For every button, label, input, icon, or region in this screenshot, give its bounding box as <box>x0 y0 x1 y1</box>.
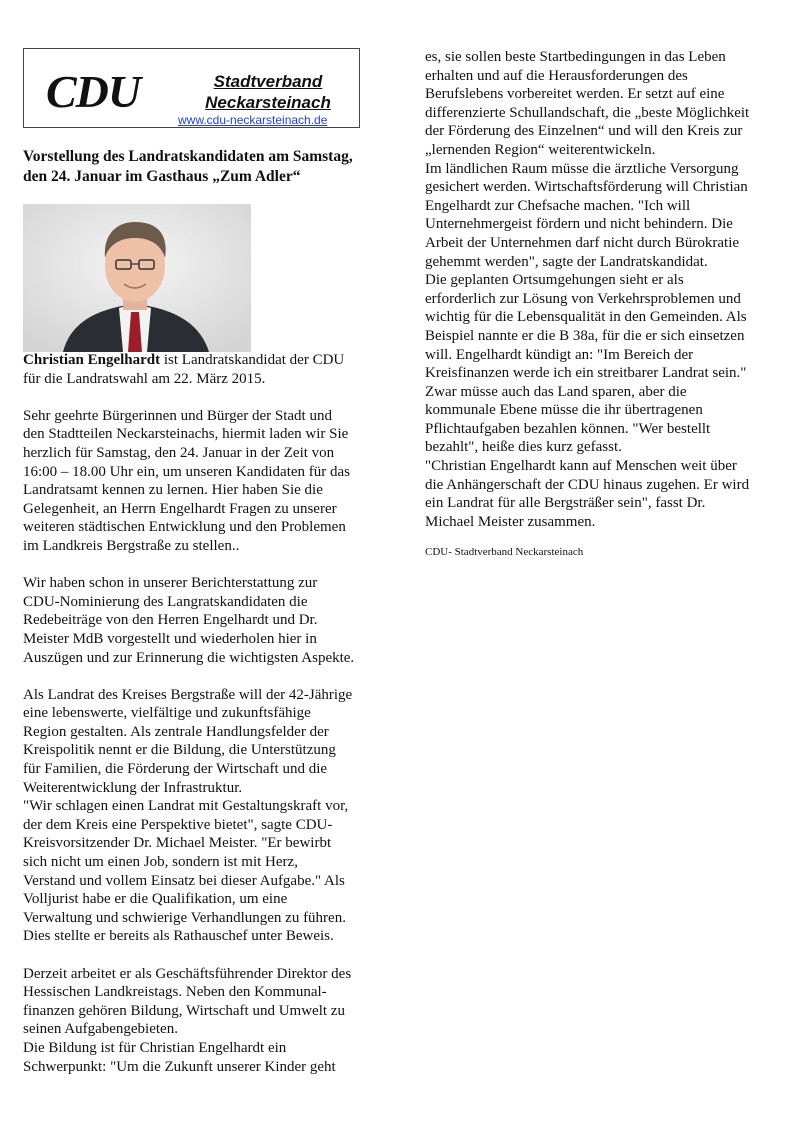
text-line: Dies stellte er bereits als Rathauschef unter Beweis. <box>23 928 334 945</box>
text-line: für Familien, die Förderung der Wirtschaft und die <box>23 761 328 778</box>
candidate-name: Christian Engelhardt <box>23 352 161 368</box>
candidate-photo <box>23 204 251 352</box>
text-line: Schwerpunkt: "Um die Zukunft unserer Kinder geht <box>23 1058 336 1075</box>
text-line: für die Landratswahl am 22. März 2015. <box>23 370 266 387</box>
paragraph <box>23 407 383 556</box>
text-line: Auszügen und zur Erinnerung die wichtigsten Aspekte. <box>23 649 355 666</box>
text-line: Michael Meister zusammen. <box>425 513 596 530</box>
text-line: erhalten und auf die Herausforderungen des <box>425 67 688 84</box>
text-line: weiteren städtischen Entwicklung und den Problemen <box>23 519 346 536</box>
text-line: Region gestalten. Als zentrale Handlungsfelder der <box>23 723 329 740</box>
text-line: im Landkreis Bergstraße zu stellen.. <box>23 537 240 554</box>
text-line: Sehr geehrte Bürgerinnen und Bürger der Stadt und <box>23 407 332 424</box>
text-line: Kreispolitik nennt er die Bildung, die Unterstützung <box>23 742 336 759</box>
text-line: Hessischen Landkreistags. Neben den Kommunal- <box>23 984 327 1001</box>
text-line: Im ländlichen Raum müsse die ärztliche Versorgung <box>425 160 739 177</box>
text-line: eine lebenswerte, vielfältige und zukunftsfähige <box>23 705 311 722</box>
text-line: gehemmt werden", sagte der Landratskandidat. <box>425 253 708 270</box>
text-line: die Anhängerschaft der CDU hinaus zugehen. Er wird <box>425 476 750 493</box>
text-line: finanzen gehören Bildung, Wirtschaft und Umwelt zu <box>23 1002 345 1019</box>
text-line: Berufslebens vorbereitet werden. Er setzt auf eine <box>425 86 725 103</box>
paragraph <box>23 686 383 946</box>
text-line: Kreisfinanzen werde ich ein streitbarer Landrat sein." <box>425 365 747 382</box>
text-line: den Stadtteilen Neckarsteinachs, hiermit laden wir Sie <box>23 426 349 443</box>
text-line: Kreisvorsitzender Dr. Michael Meister. "Er bewirbt <box>23 835 332 852</box>
right-column <box>425 48 780 559</box>
headline-line-1: Vorstellung des Landratskandidaten am Samstag, <box>23 148 353 165</box>
text-line: der Förderung des Einzelnen“ und will den Kreis zur <box>425 123 743 140</box>
text-line: differenzierte Schullandschaft, die „beste Möglichkeit <box>425 104 750 121</box>
text-line: Die geplanten Ortsumgehungen sieht er als <box>425 272 684 289</box>
text-line: Volljurist habe er die Qualifikation, um eine <box>23 891 288 908</box>
text-line: „lernenden Region“ weiterentwickeln. <box>425 141 656 158</box>
org-line-2: Neckarsteinach <box>205 93 331 112</box>
paragraph <box>23 351 383 388</box>
paragraph <box>425 48 780 531</box>
text-line: ein Landrat für alle Bergsträßer sein", fasst Dr. <box>425 495 706 512</box>
paragraph <box>23 965 383 1077</box>
text-line: Gelegenheit, an Herrn Engelhardt Fragen zu unserer <box>23 500 337 517</box>
text-line: gesichert werden. Wirtschaftsförderung will Christian <box>425 179 748 196</box>
org-name <box>190 71 346 113</box>
header-box <box>23 48 360 128</box>
text-line: Weiterentwicklung der Infrastruktur. <box>23 779 243 796</box>
text-line: Christian Engelhardt ist Landratskandidat der CDU <box>23 352 345 368</box>
text-line: seinen Aufgabengebieten. <box>23 1021 178 1038</box>
text-line: 16:00 – 18.00 Uhr ein, um unseren Kandidaten für das <box>23 463 351 480</box>
org-line-1: Stadtverband <box>213 72 323 91</box>
text-line: Landratsamt kennen zu lernen. Hier haben Sie die <box>23 482 323 499</box>
headline-line-2: den 24. Januar im Gasthaus „Zum Adler“ <box>23 168 301 185</box>
text-line: Pflichtaufgaben bezahlen können. "Wer bestellt <box>425 420 711 437</box>
text-line: Derzeit arbeitet er als Geschäftsführender Direktor des <box>23 965 352 982</box>
text-line: Als Landrat des Kreises Bergstraße will der 42-Jährige <box>23 686 353 703</box>
paragraph <box>23 574 383 667</box>
left-column <box>23 351 383 1076</box>
text-line: sich nicht um einen Job, sondern ist mit Herz, <box>23 854 298 871</box>
text-line: kommunale Ebene müsse die ihr übertragenen <box>425 402 703 419</box>
footer-note: CDU- Stadtverband Neckarsteinach <box>425 546 584 559</box>
text-line: erforderlich zur Lösung von Verkehrsproblemen und <box>425 290 741 307</box>
website-link[interactable]: www.cdu-neckarsteinach.de <box>178 113 328 127</box>
text-line: Zwar müsse auch das Land sparen, aber die <box>425 383 687 400</box>
headline <box>23 147 373 187</box>
cdu-logo: CDU <box>46 66 141 117</box>
text-line: Beispiel nannte er die B 38a, für die er sich einsetzen <box>425 327 745 344</box>
text-line: es, sie sollen beste Startbedingungen in das Leben <box>425 49 726 65</box>
text-line: Engelhardt zur Chefsache machen. "Ich will <box>425 197 691 214</box>
text-line: CDU-Nominierung des Langratskandidaten die <box>23 593 308 610</box>
text-line: Arbeit der Unternehmen darf nicht durch Bürokratie <box>425 234 740 251</box>
text-line: "Christian Engelhardt kann auf Menschen weit über <box>425 458 737 475</box>
text-line: herzlich für Samstag, den 24. Januar in der Zeit von <box>23 444 335 461</box>
text-line: wichtig für die Lebensqualität in den Gemeinden. Als <box>425 309 747 326</box>
text-line: will. Engelhardt kündigt an: "Im Bereich der <box>425 346 694 363</box>
text-line: Unternehmergeist fördern und nicht behindern. Die <box>425 216 733 233</box>
text-line: Verstand und vollem Einsatz bei dieser Aufgabe." Als <box>23 872 345 889</box>
text-line: Verwaltung und schwierige Verhandlungen zu führen. <box>23 909 346 926</box>
text-line: der dem Kreis eine Perspektive bietet", sagte CDU- <box>23 816 333 833</box>
text-line: Meister MdB vorgestellt und wiederholen hier in <box>23 630 317 647</box>
text-line: "Wir schlagen einen Landrat mit Gestaltungskraft vor, <box>23 798 349 815</box>
text-line: Redebeiträge von den Herren Engelhardt und Dr. <box>23 612 318 629</box>
text-line: Die Bildung ist für Christian Engelhardt ein <box>23 1039 287 1056</box>
text-line: Wir haben schon in unserer Berichterstattung zur <box>23 575 318 592</box>
text-line: bezahlt", heiße dies kurz gefasst. <box>425 439 622 456</box>
